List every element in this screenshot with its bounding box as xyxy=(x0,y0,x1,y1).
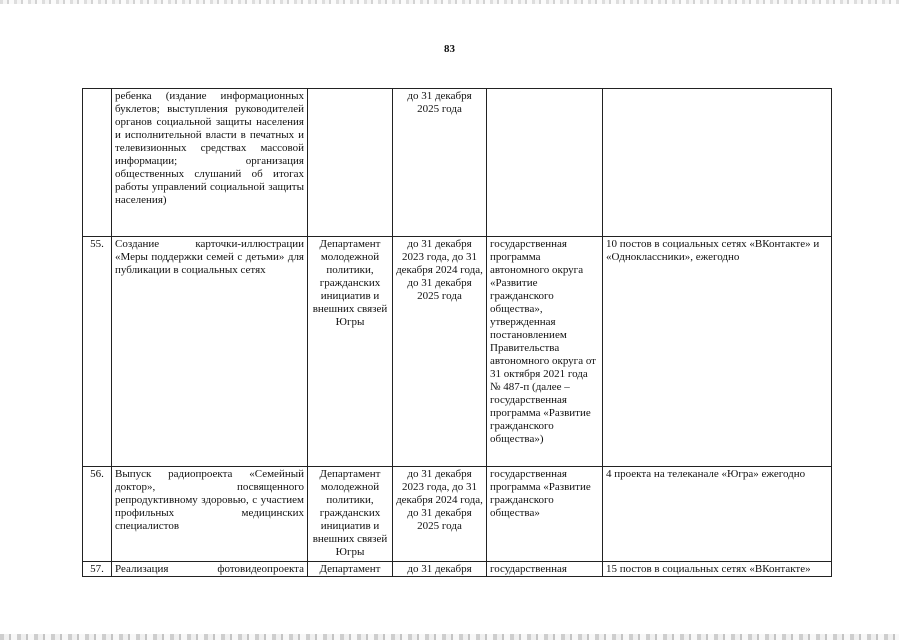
result-cell xyxy=(603,89,832,237)
scan-edge-bottom xyxy=(0,634,899,640)
executor-cell: Департамент xyxy=(308,562,393,577)
table-row xyxy=(83,467,832,562)
measure-description-cell: Создание карточки-иллюстрации «Меры поддержки семей с детьми» для публикации в социальных сетях xyxy=(112,237,308,467)
row-number-cell: 57. xyxy=(83,562,112,577)
measure-description-cell: Реализация фотовидеопроекта xyxy=(112,562,308,577)
scan-edge-top xyxy=(0,0,899,4)
program-cell: государственная программа «Развитие гражданского общества» xyxy=(487,467,603,562)
executor-cell: Департамент молодежной политики, гражданских инициатив и внешних связей Югры xyxy=(308,237,393,467)
measure-description-cell: ребенка (издание информационных буклетов; выступления руководителей органов социальной защиты населения и исполнительной власти в печатных и телевизионных средствах массовой информации; организация общественных слушаний об итогах работы управлений социальной защиты населения) xyxy=(112,89,308,237)
program-cell: государственная программа автономного округа «Развитие гражданского общества», утвержденная постановлением Правительства автономного округа от 31 октября 2021 года № 487-п (далее – государственная программа «Развитие гражданского общества») xyxy=(487,237,603,467)
row-number-cell: 55. xyxy=(83,237,112,467)
deadline-cell: до 31 декабря 2025 года xyxy=(393,89,487,237)
result-cell: 10 постов в социальных сетях «ВКонтакте» и «Одноклассники», ежегодно xyxy=(603,237,832,467)
program-cell: государственная xyxy=(487,562,603,577)
page-number: 83 xyxy=(444,43,455,55)
result-cell: 15 постов в социальных сетях «ВКонтакте» xyxy=(603,562,832,577)
executor-cell xyxy=(308,89,393,237)
result-cell: 4 проекта на телеканале «Югра» ежегодно xyxy=(603,467,832,562)
table-row xyxy=(83,562,832,577)
measure-description-cell: Выпуск радиопроекта «Семейный доктор», посвященного репродуктивному здоровью, с участием профильных медицинских специалистов xyxy=(112,467,308,562)
deadline-cell: до 31 декабря 2023 года, до 31 декабря 2024 года, до 31 декабря 2025 года xyxy=(393,467,487,562)
row-number-cell xyxy=(83,89,112,237)
table-row xyxy=(83,89,832,237)
table-row xyxy=(83,237,832,467)
program-cell xyxy=(487,89,603,237)
executor-cell: Департамент молодежной политики, гражданских инициатив и внешних связей Югры xyxy=(308,467,393,562)
measures-table xyxy=(82,88,832,577)
deadline-cell: до 31 декабря 2023 года, до 31 декабря 2024 года, до 31 декабря 2025 года xyxy=(393,237,487,467)
deadline-cell: до 31 декабря xyxy=(393,562,487,577)
row-number-cell: 56. xyxy=(83,467,112,562)
